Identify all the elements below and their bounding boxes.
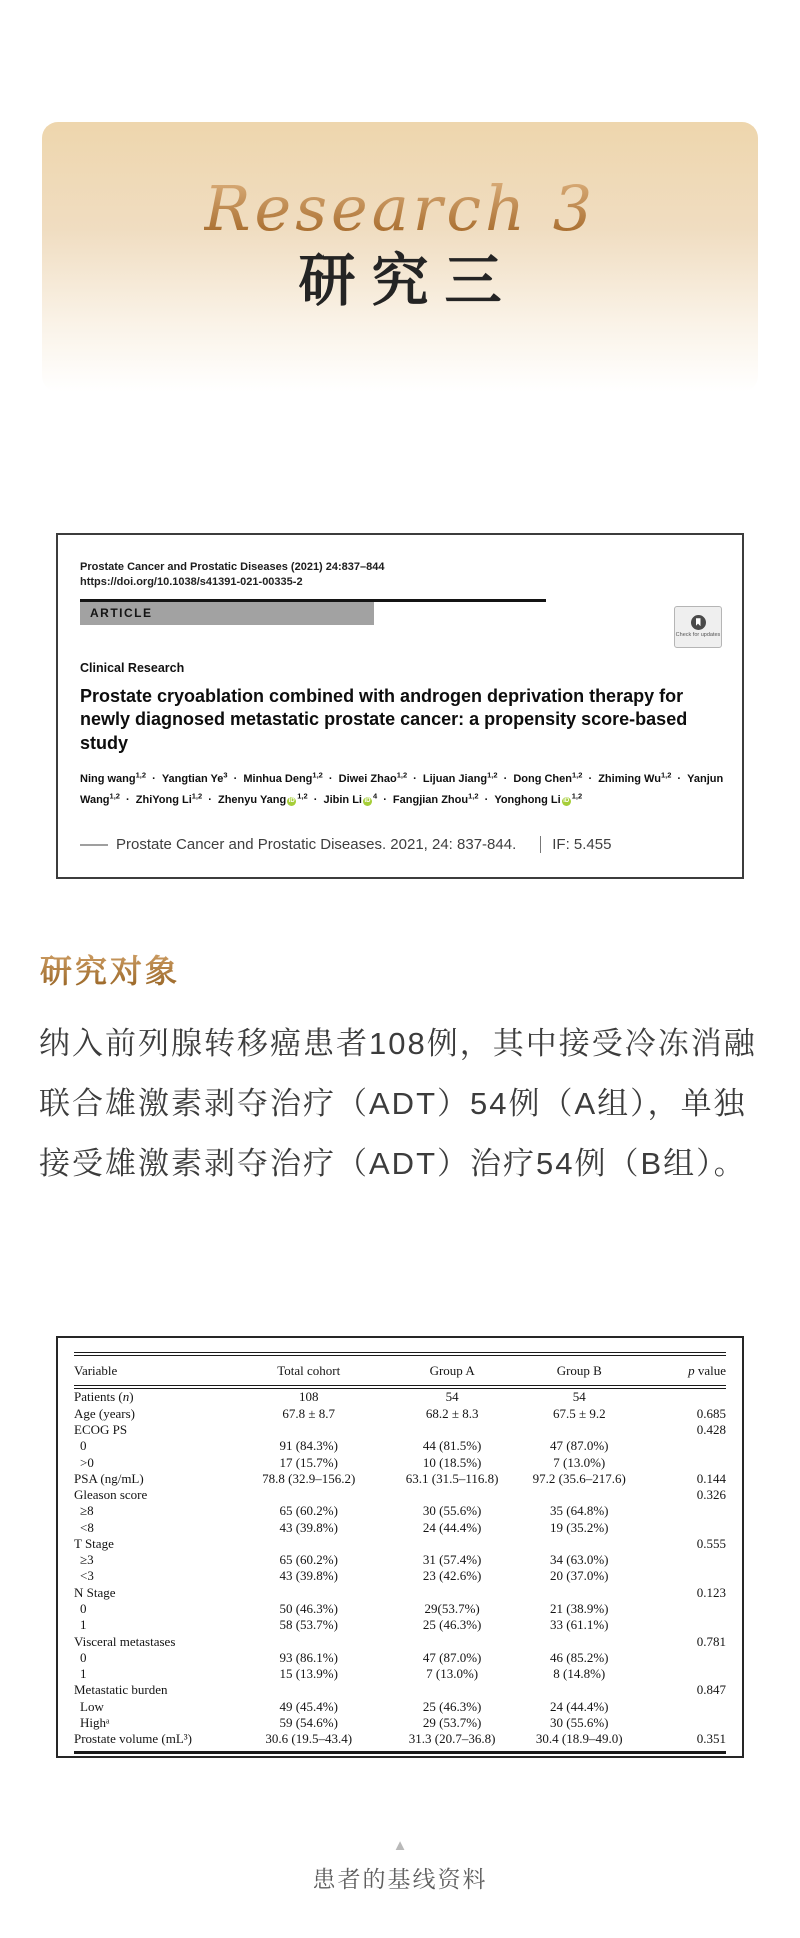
author-separator: ·: [500, 772, 511, 785]
table-cell: [641, 1454, 726, 1470]
table-row: [74, 1405, 726, 1421]
body-paragraph: 纳入前列腺转移癌患者108例，其中接受冷冻消融联合雄激素剥夺治疗（ADT）54例（A组），单独接受雄激素剥夺治疗（ADT）治疗54例（B组）。: [39, 1026, 757, 1181]
table-cell: [517, 1584, 641, 1600]
table-row: [74, 1552, 726, 1568]
table-cell: Patients (n): [74, 1389, 134, 1405]
baseline-table-card: [56, 1336, 744, 1758]
table-cell: [230, 1682, 386, 1698]
table-cell: [641, 1601, 726, 1617]
table-row: [74, 1503, 726, 1519]
table-row: [74, 1731, 726, 1752]
caret-up-icon: ▲: [392, 1837, 408, 1854]
table-cell: ECOG PS: [74, 1421, 128, 1437]
table-row: [74, 1454, 726, 1470]
table-cell: 21 (38.9%): [550, 1601, 609, 1617]
table-caption: [0, 1838, 800, 1894]
table-cell: 25 (46.3%): [422, 1617, 482, 1633]
table-cell: 0.326: [696, 1487, 726, 1503]
table-cell: [641, 1666, 726, 1682]
table-cell: 15 (13.9%): [279, 1666, 338, 1682]
table-row: [74, 1617, 726, 1633]
table-cell: 108: [298, 1389, 319, 1405]
table-cell: [230, 1536, 386, 1552]
table-row: [74, 1666, 726, 1682]
table-cell: 0.123: [696, 1584, 726, 1600]
header-title-en: Research 3: [203, 172, 597, 245]
table-row: [74, 1633, 726, 1649]
table-row: [74, 1536, 726, 1552]
caption-text: 患者的基线资料: [312, 1866, 488, 1892]
author-list: [80, 768, 732, 811]
table-cell: 0.847: [696, 1682, 726, 1698]
table-cell: Low: [80, 1698, 104, 1714]
author: Yangtian Ye$^3$: [161, 770, 228, 785]
author: ZhiYong Li$^{1,2}$: [135, 791, 203, 807]
table-row: [74, 1438, 726, 1454]
table-cell: 91 (84.3%): [279, 1438, 338, 1454]
table-cell: T Stage: [74, 1535, 114, 1551]
table-cell: 1: [80, 1666, 87, 1682]
table-cell: 0.555: [696, 1535, 726, 1551]
table-cell: [641, 1715, 726, 1731]
table-cell: [641, 1650, 726, 1666]
orcid-icon: iD: [288, 798, 295, 805]
table-cell: 54: [445, 1389, 459, 1405]
table-cell: 1: [80, 1617, 87, 1633]
table-cell: 31 (57.4%): [422, 1552, 482, 1568]
table-cell: Metastatic burden: [74, 1682, 168, 1698]
table-row: [74, 1470, 726, 1486]
table-cell: [387, 1422, 517, 1438]
table-cell: 93 (86.1%): [279, 1649, 338, 1665]
table-cell: 54: [572, 1389, 586, 1405]
table-cell: 44 (81.5%): [422, 1438, 482, 1454]
table-cell: Age (years): [74, 1405, 135, 1421]
table-cell: 97.2 (35.6–217.6): [532, 1470, 626, 1486]
table-cell: 10 (18.5%): [422, 1454, 482, 1470]
table-cell: 0.351: [641, 1731, 726, 1752]
table-cell: [387, 1682, 517, 1698]
author-separator: ·: [410, 772, 420, 785]
author-separator: ·: [674, 772, 685, 785]
table-cell: 25 (46.3%): [422, 1698, 482, 1714]
table-cell: 47 (87.0%): [550, 1438, 609, 1454]
author-separator: ·: [205, 794, 215, 807]
table-cell: [641, 1519, 726, 1535]
table-cell: 0.685: [696, 1405, 726, 1421]
table-cell: 43 (39.8%): [279, 1519, 338, 1535]
table-cell: 30 (55.6%): [422, 1503, 482, 1519]
table-cell: 31.3 (20.7–36.8): [387, 1731, 517, 1752]
orcid-icon: iD: [563, 798, 570, 805]
table-cell: 30.4 (18.9–49.0): [517, 1731, 641, 1752]
table-cell: [387, 1536, 517, 1552]
table-cell: [387, 1633, 517, 1649]
citation-line: [80, 836, 722, 853]
table-cell: [230, 1422, 386, 1438]
article-label: ARTICLE: [80, 602, 374, 625]
table-cell: [230, 1487, 386, 1503]
table-cell: 0: [80, 1438, 87, 1454]
check-for-updates-label: Check for updates: [675, 632, 721, 639]
orcid-icon: iD: [364, 798, 371, 805]
author: Fangjian Zhou$^{1,2}$: [392, 791, 479, 807]
table-cell: [230, 1633, 386, 1649]
table-row: [74, 1698, 726, 1714]
table-cell: [517, 1633, 641, 1649]
table-cell: 0.781: [696, 1633, 726, 1649]
table-cell: 78.8 (32.9–156.2): [262, 1470, 356, 1486]
table-cell: 24 (44.4%): [550, 1698, 609, 1714]
table-cell: 59 (54.6%): [279, 1715, 338, 1731]
table-cell: 67.8 ± 8.7: [282, 1405, 336, 1421]
table-row: [74, 1519, 726, 1535]
table-cell: 30.6 (19.5–43.4): [230, 1731, 386, 1752]
table-cell: [641, 1698, 726, 1714]
table-row: [74, 1487, 726, 1503]
table-cell: [641, 1568, 726, 1584]
doi-line: https://doi.org/10.1038/s41391-021-00335-2: [80, 576, 303, 588]
author-separator: ·: [325, 772, 336, 785]
author-separator: ·: [149, 772, 159, 785]
table-cell: [641, 1387, 726, 1405]
table-cell: 50 (46.3%): [279, 1601, 338, 1617]
table-cell: ≥3: [80, 1552, 94, 1568]
citation-text: Prostate Cancer and Prostatic Diseases. 2021, 24: 837-844.: [116, 836, 517, 854]
table-cell: PSA (ng/mL): [74, 1470, 144, 1486]
table-row: [74, 1650, 726, 1666]
table-row: [74, 1422, 726, 1438]
table-cell: [387, 1584, 517, 1600]
author: Yanjun Wang$^{1,2}$: [80, 772, 724, 807]
author: Zhenyu Yang iD$^{1,2}$: [217, 791, 308, 807]
table-cell: 7 (13.0%): [426, 1666, 479, 1682]
bookmark-icon: [691, 615, 706, 630]
author: Minhua Deng$^{1,2}$: [243, 770, 323, 785]
table-cell: 47 (87.0%): [422, 1649, 482, 1665]
table-row: [74, 1387, 726, 1405]
table-cell: [641, 1438, 726, 1454]
table-cell: 49 (45.4%): [279, 1698, 338, 1714]
table-cell: [517, 1487, 641, 1503]
table-cell: [387, 1487, 517, 1503]
table-cell: 46 (85.2%): [550, 1649, 609, 1665]
table-cell: <3: [80, 1568, 94, 1584]
table-cell: [230, 1584, 386, 1600]
clinical-research-label: Clinical Research: [80, 661, 185, 675]
table-cell: Visceral metastases: [74, 1633, 176, 1649]
table-cell: [517, 1682, 641, 1698]
table-cell: 35 (64.8%): [550, 1503, 609, 1519]
author: Zhiming Wu$^{1,2}$: [598, 770, 672, 785]
table-row: [74, 1682, 726, 1698]
table-cell: 68.2 ± 8.3: [425, 1405, 479, 1421]
author: Yonghong Li iD$^{1,2}$: [494, 791, 583, 807]
author-separator: ·: [481, 794, 492, 807]
table-cell: Prostate volume (mL³): [74, 1731, 230, 1752]
table-cell: <8: [80, 1519, 94, 1535]
table-cell: >0: [80, 1454, 94, 1470]
author-separator: ·: [380, 794, 390, 807]
column-header: Group B: [517, 1354, 641, 1387]
paper-card: [56, 533, 744, 879]
author: Diwei Zhao$^{1,2}$: [338, 770, 408, 785]
table-cell: 0.428: [696, 1421, 726, 1437]
table-cell: 17 (15.7%): [279, 1454, 338, 1470]
table-cell: 29(53.7%): [424, 1601, 480, 1617]
table-header-row: [74, 1354, 726, 1387]
table-cell: 0: [80, 1601, 87, 1617]
column-header: Group A: [387, 1354, 517, 1387]
impact-factor: IF: 5.455: [540, 836, 611, 853]
header-banner: [42, 122, 758, 392]
header-title-zh: 研究三: [298, 247, 518, 314]
table-cell: 20 (37.0%): [550, 1568, 609, 1584]
table-cell: 65 (60.2%): [279, 1503, 338, 1519]
table-cell: 33 (61.1%): [550, 1617, 609, 1633]
check-for-updates-badge: [674, 606, 722, 648]
table-body: [74, 1387, 726, 1752]
author: Lijuan Jiang$^{1,2}$: [422, 770, 498, 785]
table-cell: [517, 1536, 641, 1552]
table-cell: 30 (55.6%): [550, 1715, 609, 1731]
column-header: Variable: [74, 1354, 230, 1387]
table-cell: 29 (53.7%): [422, 1715, 482, 1731]
table-cell: [641, 1503, 726, 1519]
table-row: [74, 1715, 726, 1731]
table-cell: 58 (53.7%): [279, 1617, 338, 1633]
column-header: p value: [641, 1354, 726, 1387]
table-cell: 65 (60.2%): [279, 1552, 338, 1568]
journal-line: Prostate Cancer and Prostatic Diseases (2021) 24:837–844: [80, 561, 385, 573]
table-row: [74, 1568, 726, 1584]
author: Dong Chen$^{1,2}$: [513, 770, 583, 785]
author-separator: ·: [230, 772, 241, 785]
table-cell: [517, 1422, 641, 1438]
table-cell: 67.5 ± 9.2: [552, 1405, 606, 1421]
table-cell: 7 (13.0%): [553, 1454, 606, 1470]
author-separator: ·: [310, 794, 321, 807]
table-cell: 8 (14.8%): [553, 1666, 606, 1682]
table-cell: 0.144: [696, 1470, 726, 1486]
table-cell: [641, 1552, 726, 1568]
citation-dash: ——: [80, 836, 106, 854]
table-cell: 63.1 (31.5–116.8): [405, 1470, 499, 1486]
section-heading: 研究对象: [40, 946, 180, 992]
table-cell: 23 (42.6%): [422, 1568, 482, 1584]
table-cell: 34 (63.0%): [550, 1552, 609, 1568]
table-cell: Highᵃ: [80, 1715, 110, 1731]
table-cell: 43 (39.8%): [279, 1568, 338, 1584]
table-cell: [641, 1617, 726, 1633]
table-cell: N Stage: [74, 1584, 116, 1600]
author: Jibin Li $iD^4$: [323, 791, 378, 807]
baseline-table: [74, 1352, 726, 1754]
paper-title: Prostate cryoablation combined with androgen deprivation therapy for newly diagnosed metastatic prostate cancer: a propensity score-based study: [80, 686, 688, 753]
author-separator: ·: [122, 794, 133, 807]
table-cell: 19 (35.2%): [550, 1519, 609, 1535]
table-row: [74, 1584, 726, 1600]
author: Ning wang$^{1,2}$: [80, 770, 147, 785]
column-header: Total cohort: [230, 1354, 386, 1387]
table-cell: 0: [80, 1649, 87, 1665]
table-cell: ≥8: [80, 1503, 94, 1519]
table-cell: Gleason score: [74, 1487, 148, 1503]
author-separator: ·: [585, 772, 596, 785]
table-cell: 24 (44.4%): [422, 1519, 482, 1535]
table-row: [74, 1601, 726, 1617]
